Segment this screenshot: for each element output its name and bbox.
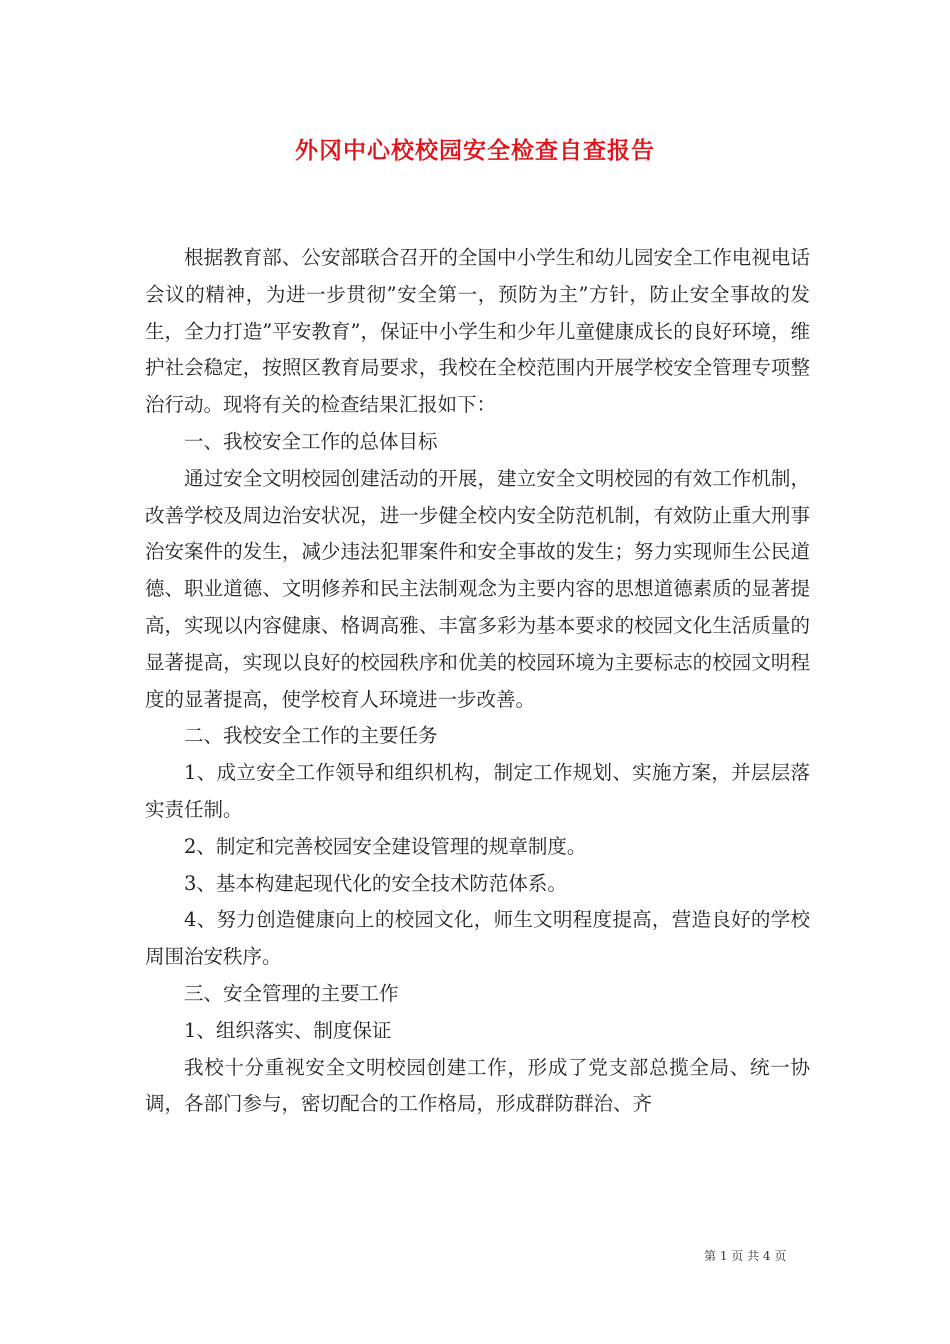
paragraph-goals: 通过安全文明校园创建活动的开展，建立安全文明校园的有效工作机制，改善学校及周边治安状况，进一步健全校内安全防范机制，有效防止重大刑事治安案件的发生，减少违法犯罪案件和安全事故的发生；努力实现师生公民道德、职业道德、文明修养和民主法制观念为主要内容的思想道德素质的显著提高，实现以内容健康、格调高雅、丰富多彩为基本要求的校园文化生活质量的显著提高，实现以良好的校园秩序和优美的校园环境为主要标志的校园文明程度的显著提高，使学校育人环境进一步改善。 [145,466,810,711]
paragraph-organization: 我校十分重视安全文明校园创建工作，形成了党支部总揽全局、统一协调，各部门参与，密切配合的工作格局，形成群防群治、齐 [145,1055,810,1116]
list-item-task-2: 2、制定和完善校园安全建设管理的规章制度。 [184,834,587,858]
subsection-heading-1: 1、组织落实、制度保证 [184,1018,392,1042]
document-body [145,240,810,1123]
section-heading-1: 一、我校安全工作的总体目标 [184,429,438,453]
document-title: 外冈中心校校园安全检查自查报告 [295,137,655,164]
list-item-task-1: 1、成立安全工作领导和组织机构，制定工作规划、实施方案，并层层落实责任制。 [145,761,810,821]
section-heading-2: 二、我校安全工作的主要任务 [184,724,438,748]
paragraph-intro: 根据教育部、公安部联合召开的全国中小学生和幼儿园安全工作电视电话会议的精神，为进一步贯彻”安全第一，预防为主”方针，防止安全事故的发生，全力打造”平安教育”，保证中小学生和少年儿童健康成长的良好环境，维护社会稳定，按照区教育局要求，我校在全校范围内开展学校安全管理专项整治行动。现将有关的检查结果汇报如下： [145,246,810,417]
page-number: 第 1 页 共 4 页 [704,1249,787,1263]
list-item-task-4: 4、努力创造健康向上的校园文化，师生文明程度提高，营造良好的学校周围治安秩序。 [145,908,810,969]
section-heading-3: 三、安全管理的主要工作 [184,981,399,1005]
list-item-task-3: 3、基本构建起现代化的安全技术防范体系。 [184,871,567,895]
